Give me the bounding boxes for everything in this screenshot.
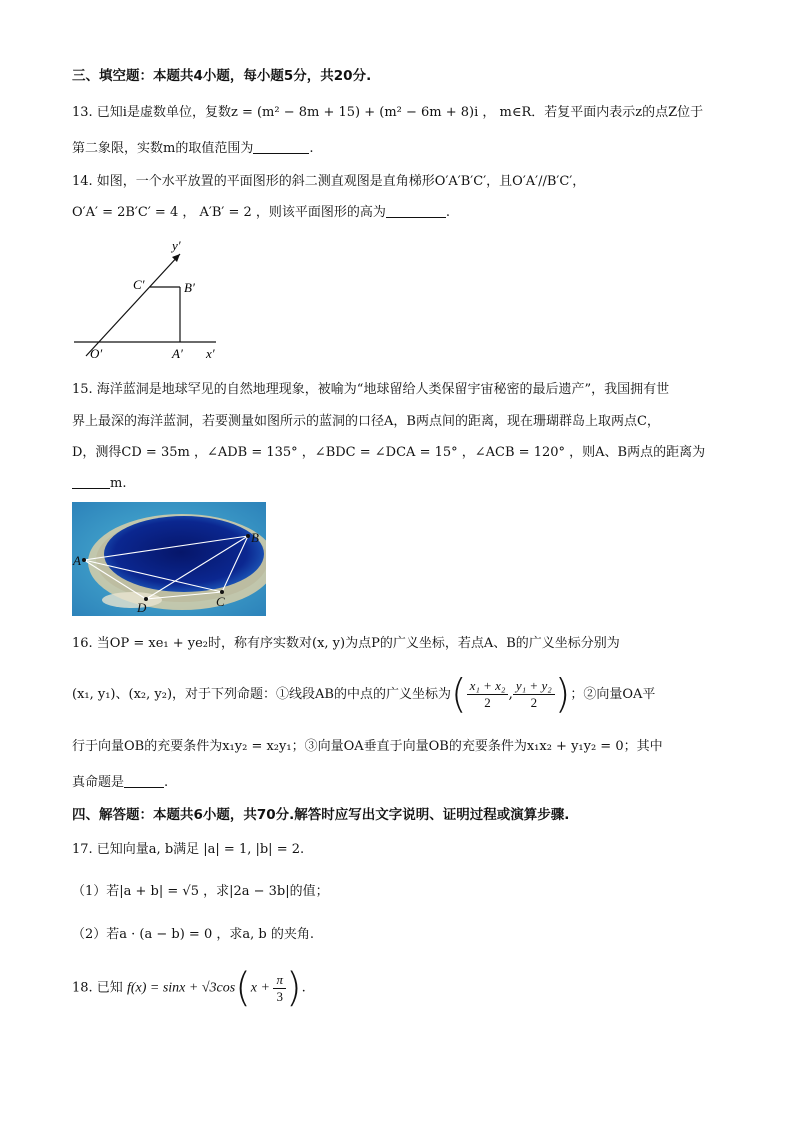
q15-line-1: 15. 海洋蓝洞是地球罕见的自然地理现象，被喻为“地球留给人类保留宇宙秘密的最后遗产”，我国拥有世 [72, 382, 670, 397]
q15-line-2: 界上最深的海洋蓝洞，若要测量如图所示的蓝洞的口径A，B两点间的距离，现在珊瑚群岛上取两点C， [72, 414, 660, 429]
q16-text-b: ；②向量OA平 [570, 687, 656, 702]
fraction-y-denominator: 2 [530, 695, 538, 710]
label-a-prime: A′ [172, 346, 183, 361]
fraction-y-numerator: y₁ + y₂ [513, 678, 555, 695]
left-paren: ( [450, 671, 467, 718]
section-3-header: 三、填空题：本题共4小题，每小题5分，共20分. [72, 68, 372, 84]
q18-period: . [301, 980, 306, 996]
q14-period: . [445, 205, 451, 220]
q15-line-3: D，测得CD = 35m ，∠ADB = 135° ，∠BDC = ∠DCA = 15° ，∠ACB = 120° ，则A、B两点的距离为 [72, 445, 706, 460]
q13-period: . [309, 141, 314, 156]
label-d: D [137, 600, 147, 615]
q16-period: . [164, 775, 169, 790]
q15-line-4 [72, 474, 126, 494]
q14-line-2 [72, 203, 450, 223]
q18-left-paren: ( [235, 965, 251, 1011]
section-4-header: 四、解答题：本题共6小题，共70分.解答时应写出文字说明、证明过程或演算步骤. [72, 807, 570, 823]
q14-line-1: 14. 如图，一个水平放置的平面图形的斜二测直观图是直角梯形O′A′B′C′，且O′A′//B′C′， [72, 174, 586, 189]
fraction-x-denominator: 2 [484, 695, 491, 710]
answer-blank [253, 139, 309, 154]
y-axis [86, 254, 180, 356]
q16-line-3: 行于向量OB的充要条件为x₁y₂ = x₂y₁；③向量OA垂直于向量OB的充要条件为x₁x₂ + y₁y₂ = 0；其中 [72, 739, 663, 754]
answer-blank [124, 773, 164, 788]
q17-part-1: （1）若|a + b| = √5 ，求|2a − 3b|的值； [72, 884, 329, 899]
q18-prefix: 18. 已知 [72, 980, 123, 996]
label-x-prime: x′ [206, 346, 215, 361]
right-paren: ) [554, 671, 571, 718]
label-y-prime: y′ [172, 238, 181, 253]
q16-text-c: 真命题是 [72, 775, 125, 790]
q18-fraction-denominator: 3 [276, 988, 283, 1004]
answer-blank [72, 474, 110, 489]
q18-paren-inner: x + [250, 980, 274, 996]
label-a: A [73, 553, 81, 568]
fraction-x [467, 678, 509, 711]
q18-expression: f(x) = sinx + √3cos [126, 980, 236, 996]
q18-fraction-numerator: π [273, 972, 286, 989]
fraction-y [513, 678, 555, 711]
q16-text-a: (x₁, y₁)、(x₂, y₂)，对于下列命题：①线段AB的中点的广义坐标为 [72, 687, 451, 702]
oblique-trapezoid-figure [68, 234, 228, 362]
q13-line-1: 13. 已知i是虚数单位，复数z = (m² − 8m + 15) + (m² − 6m + 8)i ， m∈R．若复平面内表示z的点Z位于 [72, 105, 704, 120]
q16-line-2 [72, 672, 655, 716]
blue-hole-photo [72, 502, 266, 616]
q18-fraction [273, 972, 286, 1005]
q16-line-4 [72, 773, 168, 793]
q15-unit: m. [110, 476, 127, 491]
label-c-prime: C′ [133, 277, 145, 292]
label-b: B [251, 530, 259, 545]
q13-text: 第二象限，实数m的取值范围为 [72, 141, 254, 156]
label-o-prime: O′ [90, 346, 103, 361]
point-b [246, 534, 250, 538]
q16-line-1: 16. 当OP = xe₁ + ye₂时，称有序实数对(x, y)为点P的广义坐标，若点A、B的广义坐标分别为 [72, 636, 620, 651]
fraction-x-numerator: x₁ + x₂ [467, 678, 509, 695]
point-a [82, 558, 86, 562]
q17-line-1: 17. 已知向量a, b满足 |a| = 1, |b| = 2. [72, 842, 305, 857]
q18-line-1 [72, 966, 306, 1010]
q17-part-2: （2）若a · (a − b) = 0 ，求a, b 的夹角. [72, 927, 314, 942]
q14-text: O′A′ = 2B′C′ = 4 ， A′B′ = 2 ，则该平面图形的高为 [72, 205, 386, 220]
q18-right-paren: ) [285, 965, 302, 1011]
label-c: C [216, 594, 225, 609]
q13-line-2 [72, 139, 313, 159]
answer-blank [386, 203, 446, 218]
comma: , [508, 686, 513, 702]
label-b-prime: B′ [184, 280, 195, 295]
